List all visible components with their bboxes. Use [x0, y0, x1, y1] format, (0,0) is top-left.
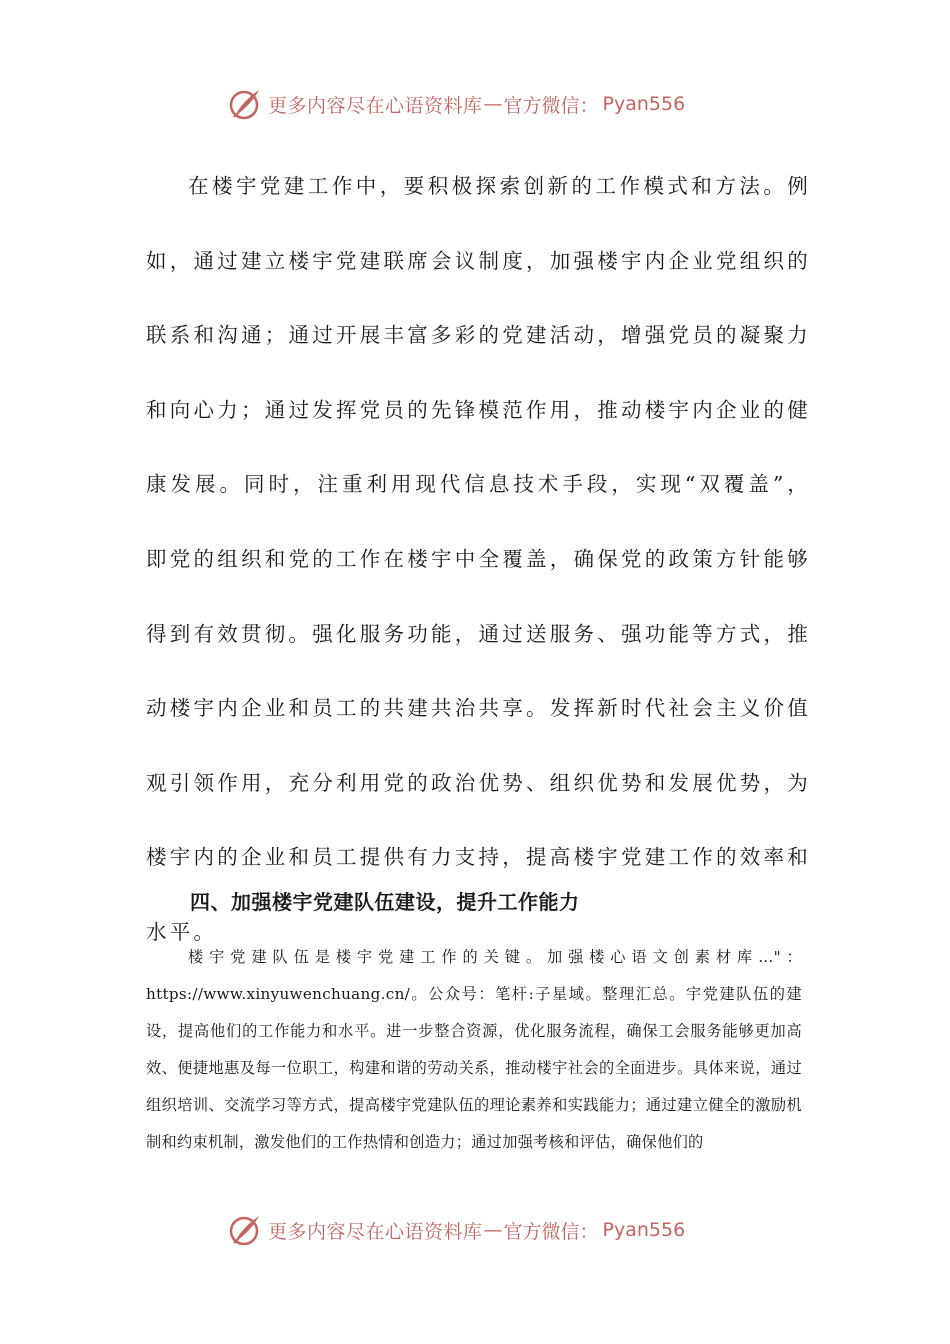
section-heading: 四、加强楼宇党建队伍建设，提升工作能力 — [190, 890, 580, 914]
paragraph-1: 在楼宇党建工作中，要积极探索创新的工作模式和方法。例如，通过建立楼宇党建联席会议制度，加强楼宇内企业党组织的联系和沟通；通过开展丰富多彩的党建活动，增强党员的凝聚力和向心力；通过发挥党员的先锋模范作用，推动楼宇内企业的健康发展。同时，注重利用现代信息技术手段，实现“双覆盖”，即党的组织和党的工作在楼宇中全覆盖，确保党的政策方针能够得到有效贯彻。强化服务功能，通过送服务、强功能等方式，推动楼宇内企业和员工的共建共治共享。发挥新时代社会主义价值观引领作用，充分利用党的政治优势、组织优势和发展优势，为楼宇内的企业和员工提供有力支持，提高楼宇党建工作的效率和水平。 — [146, 174, 811, 944]
footer-banner — [228, 1210, 728, 1250]
wechat-label: 官方微信： — [503, 94, 599, 117]
paragraph-2: 楼宇党建队伍是楼宇党建工作的关键。加强楼心语文创素材库…"：https://www.xinyuwenchuang.cn/。公众号：笔杆:子星域。整理汇总。宇党建队伍的建设，提高他们的工作能力和水平。进一步整合资源，优化服务流程，确保工会服务能够更加高效、便捷地惠及每一位职工，构建和谐的劳动关系，推动楼宇社会的全面进步。具体来说，通过组织培训、交流学习等方式，提高楼宇党建队伍的理论素养和实践能力；通过建立健全的激励机制和约束机制，激发他们的工作热情和创造力；通过加强考核和评估，确保他们的 — [146, 948, 802, 1151]
banner-title: 更多内容尽在心语资料库 — [268, 94, 483, 117]
banner-title: 更多内容尽在心语资料库 — [268, 1220, 483, 1243]
header-banner — [228, 84, 728, 124]
wechat-id: Pyan556 — [602, 93, 686, 115]
banner-separator: — — [483, 93, 503, 115]
quill-pen-icon — [228, 1213, 262, 1247]
wechat-label: 官方微信： — [503, 1220, 599, 1243]
quill-pen-icon — [228, 87, 262, 121]
banner-separator: — — [483, 1219, 503, 1241]
wechat-id: Pyan556 — [602, 1219, 686, 1241]
